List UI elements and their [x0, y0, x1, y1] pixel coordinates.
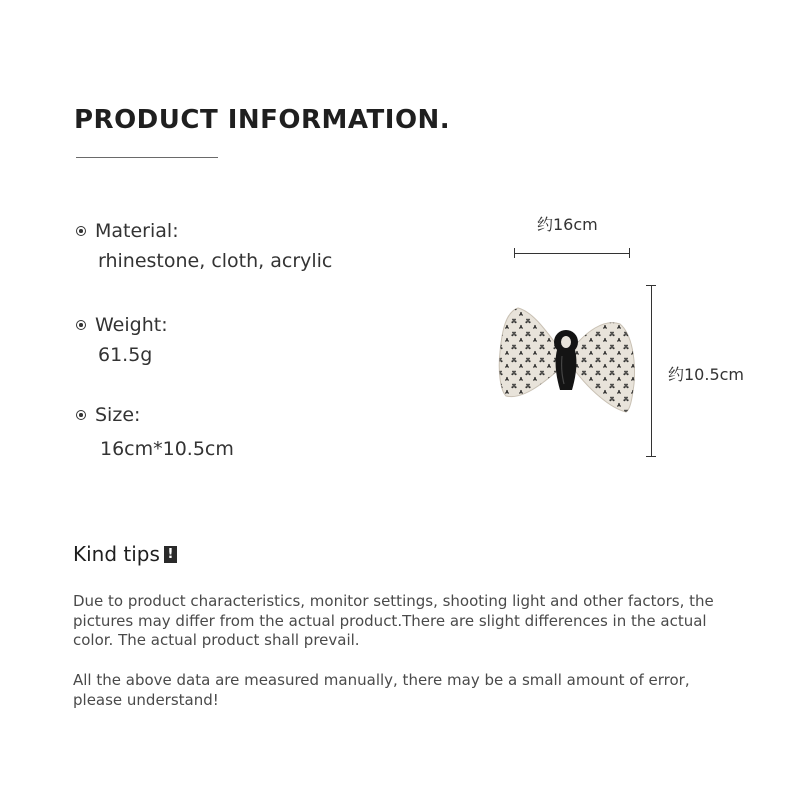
bullet-icon	[76, 410, 86, 420]
height-dimension-label: 约10.5cm	[668, 365, 745, 384]
claw-clip	[554, 330, 578, 390]
page-title: PRODUCT INFORMATION.	[74, 105, 451, 135]
spec-material	[76, 220, 332, 272]
spec-material-value: rhinestone, cloth, acrylic	[98, 250, 333, 272]
tips-paragraph-1: Due to product characteristics, monitor settings, shooting light and other factors, the pictures may differ from the actual product.There are slight differences in the actual color. The actual product shall prevail.	[73, 592, 714, 649]
title-underline	[76, 157, 218, 158]
tips-paragraph-2: All the above data are measured manually, there may be a small amount of error, please understand!	[73, 671, 690, 709]
kind-tips-title	[73, 542, 177, 566]
spec-material-label: Material:	[95, 220, 179, 242]
height-dimension-line	[651, 285, 652, 457]
spec-size-value: 16cm*10.5cm	[100, 438, 234, 460]
bow-right-wing	[572, 323, 634, 412]
bow-left-wing	[499, 308, 560, 397]
bullet-icon	[76, 320, 86, 330]
width-dimension-line	[514, 253, 630, 254]
bullet-icon	[76, 226, 86, 236]
kind-tips-label: Kind tips	[73, 542, 160, 566]
spec-size	[76, 404, 234, 460]
spec-size-label: Size:	[95, 404, 141, 426]
spec-weight-value: 61.5g	[98, 344, 153, 366]
spec-weight	[76, 314, 168, 366]
product-image	[496, 304, 638, 416]
width-dimension-label: 约16cm	[537, 215, 598, 234]
spec-weight-label: Weight:	[95, 314, 168, 336]
exclamation-icon: !	[164, 546, 177, 563]
